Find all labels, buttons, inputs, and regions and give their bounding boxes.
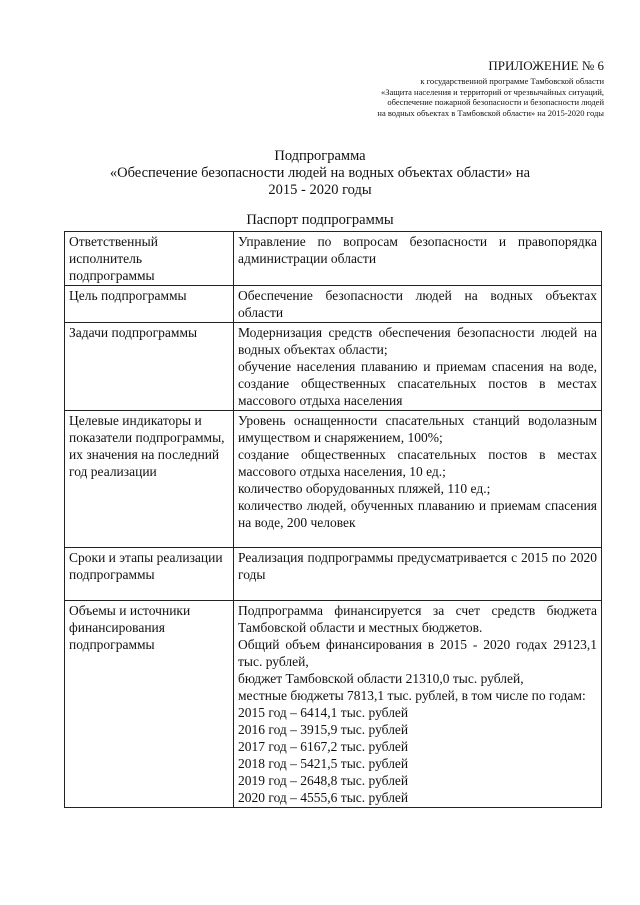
table-row (65, 232, 602, 286)
value-line: 2019 год – 2648,8 тыс. рублей (238, 773, 409, 788)
value-line: создание общественных спасательных постов в местах массового отдыха населения, 10 ед.; (238, 447, 597, 479)
value-line: 2016 год – 3915,9 тыс. рублей (238, 722, 409, 737)
table-row (65, 286, 602, 323)
table-row (65, 548, 602, 601)
row-value (234, 323, 602, 411)
value-line: 2015 год – 6414,1 тыс. рублей (238, 705, 409, 720)
value-line: Модернизация средств обеспечения безопасности людей на водных объектах области; (238, 325, 597, 357)
table-row (65, 601, 602, 808)
value-line: Уровень оснащенности спасательных станций водолазным имуществом и снаряжением, 100%; (238, 413, 597, 445)
subprogram-name-line: «Обеспечение безопасности людей на водных объектах области» на (109, 165, 531, 181)
subprogram-heading: Подпрограмма (274, 148, 366, 164)
row-value (234, 601, 602, 808)
row-label: Объемы и источники финансирования подпрограммы (65, 601, 234, 808)
table-row (65, 323, 602, 411)
row-value: Обеспечение безопасности людей на водных объектах области (234, 286, 602, 323)
row-value: Реализация подпрограммы предусматривается с 2015 по 2020 годы (234, 548, 602, 601)
subprogram-name-line: 2015 - 2020 годы (268, 182, 372, 198)
value-line: Общий объем финансирования в 2015 - 2020 годах 29123,1 тыс. рублей, (238, 637, 597, 669)
value-line: 2020 год – 4555,6 тыс. рублей (238, 790, 409, 805)
appendix-title: ПРИЛОЖЕНИЕ № 6 (488, 58, 604, 73)
value-line: количество людей, обученных плаванию и приемам спасения на воде, 200 человек (238, 498, 597, 530)
appendix-header (377, 58, 604, 118)
appendix-line: обеспечение пожарной безопасности и безопасности людей (387, 97, 604, 107)
appendix-line: «Защита населения и территорий от чрезвычайных ситуаций, (380, 86, 604, 97)
appendix-line: к государственной программе Тамбовской области (420, 76, 604, 86)
value-line: обучение населения плаванию и приемам спасения на воде, создание общественных спасательных постов в местах массового отдыха населения (238, 359, 597, 408)
row-label: Цель подпрограммы (65, 286, 234, 323)
row-label: Целевые индикаторы и показатели подпрограммы, их значения на последний год реализации (65, 411, 234, 548)
row-value: Управление по вопросам безопасности и правопорядка администрации области (234, 232, 602, 286)
row-label: Сроки и этапы реализации подпрограммы (65, 548, 234, 601)
subprogram-title (0, 148, 640, 199)
value-line: количество оборудованных пляжей, 110 ед.; (238, 481, 491, 496)
value-line: Подпрограмма финансируется за счет средств бюджета Тамбовской области и местных бюджетов. (238, 603, 597, 635)
value-line: местные бюджеты 7813,1 тыс. рублей, в том числе по годам: (238, 688, 586, 703)
value-line: 2018 год – 5421,5 тыс. рублей (238, 756, 409, 771)
table-row (65, 411, 602, 548)
value-line: бюджет Тамбовской области 21310,0 тыс. рублей, (238, 671, 524, 686)
row-label: Задачи подпрограммы (65, 323, 234, 411)
row-label: Ответственный исполнитель подпрограммы (65, 232, 234, 286)
row-value (234, 411, 602, 548)
appendix-line: на водных объектах в Тамбовской области» на 2015-2020 годы (377, 107, 604, 118)
passport-table (64, 231, 602, 808)
passport-title: Паспорт подпрограммы (246, 212, 394, 228)
value-line: 2017 год – 6167,2 тыс. рублей (238, 739, 409, 754)
